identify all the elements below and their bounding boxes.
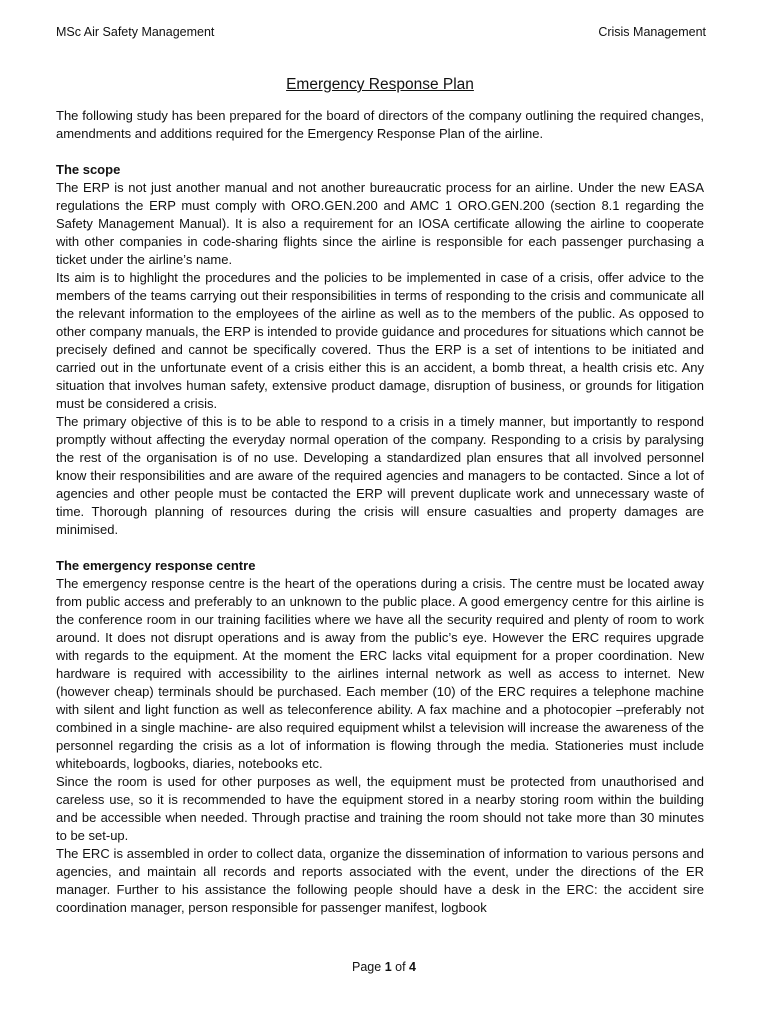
document-body: [56, 76, 704, 917]
scope-heading: The scope: [56, 162, 121, 177]
total-pages: 4: [409, 960, 416, 974]
current-page: 1: [384, 960, 392, 974]
erc-paragraph-2: Since the room is used for other purposes as well, the equipment must be protected from unauthorised and careless use, so it is recommended to have the equipment stored in a nearby storing room within the building and be accessible when needed. Through practise and training the room should not take more than 30 minutes to be set-up.: [56, 774, 704, 843]
scope-paragraph-1: The ERP is not just another manual and not another bureaucratic process for an airline. Under the new EASA regulations the ERP must comply with ORO.GEN.200 and AMC 1 ORO.GEN.200 (section 8.1 regarding the Safety Management Manual). It is also a requirement for an IOSA certificate allowing the airline to cooperate with other companies in code-sharing flights since the airline is responsible for each passenger purchasing a ticket under the airline’s name.: [56, 180, 704, 267]
scope-paragraph-2: Its aim is to highlight the procedures and the policies to be implemented in case of a crisis, offer advice to the members of the teams carrying out their responsibilities in terms of responding to the crisis and communicate all the relevant information to the employees of the airline as well as to the members of the public. As opposed to other company manuals, the ERP is intended to provide guidance and procedures for situations which cannot be precisely defined and cannot be specifically covered. Thus the ERP is a set of intentions to be initiated and carried out in the unfortunate event of a crisis either this is an accident, a bomb threat, a health crisis etc. Any situation that involves human safety, extensive product damage, disruption of business, or grounds for litigation must be considered a crisis.: [56, 270, 704, 411]
intro-paragraph: The following study has been prepared for the board of directors of the company outlining the required changes, amendments and additions required for the Emergency Response Plan of the airline.: [56, 108, 704, 141]
erc-paragraph-1: The emergency response centre is the heart of the operations during a crisis. The centre must be located away from public access and preferably to an unknown to the public place. A good emergency centre for this airline is the conference room in our training facilities where we have all the security required and plenty of room to work around. It does not disrupt operations and is away from the public’s eye. However the ERC requires upgrade with regards to the equipment. At the moment the ERC lacks vital equipment for a proper coordination. New hardware is required with accessibility to the airlines internal network as well as access to internet. New (however cheap) terminals should be purchased. Each member (10) of the ERC requires a telephone machine with silent and light function as well as teleconference ability. A fax machine and a photocopier –preferably not combined in a single machine- are also required equipment whilst a television will increase the awareness of the personnel regarding the crisis as a lot of information is flowing through the media. Stationeries must include whiteboards, logbooks, diaries, notebooks etc.: [56, 576, 704, 771]
page-number: [0, 960, 768, 974]
document-title: Emergency Response Plan: [286, 76, 474, 93]
header-course-title: MSc Air Safety Management: [56, 25, 215, 39]
erc-paragraph-3: The ERC is assembled in order to collect data, organize the dissemination of information to various persons and agencies, and maintain all records and reports associated with the event, under the directions of the ER manager. Further to his assistance the following people should have a desk in the ERC: the accident sire coordination manager, person responsible for passenger manifest, logbook: [56, 846, 704, 915]
page-label: Page: [352, 960, 385, 974]
page-of-label: of: [391, 960, 410, 974]
header-module-title: Crisis Management: [598, 25, 706, 39]
erc-heading: The emergency response centre: [56, 558, 256, 573]
scope-paragraph-3: The primary objective of this is to be able to respond to a crisis in a timely manner, but importantly to respond promptly without affecting the everyday normal operation of the company. Responding to a crisis by paralysing the rest of the organisation is of no use. Developing a standardized plan ensures that all involved personnel know their responsibilities and are aware of the required agencies and managers to be contacted. Since a lot of agencies and other people must be contacted the ERP will prevent duplicate work and unnecessary waste of time. Thorough planning of resources during the crisis will ensure casualties and property damages are minimised.: [56, 414, 704, 537]
